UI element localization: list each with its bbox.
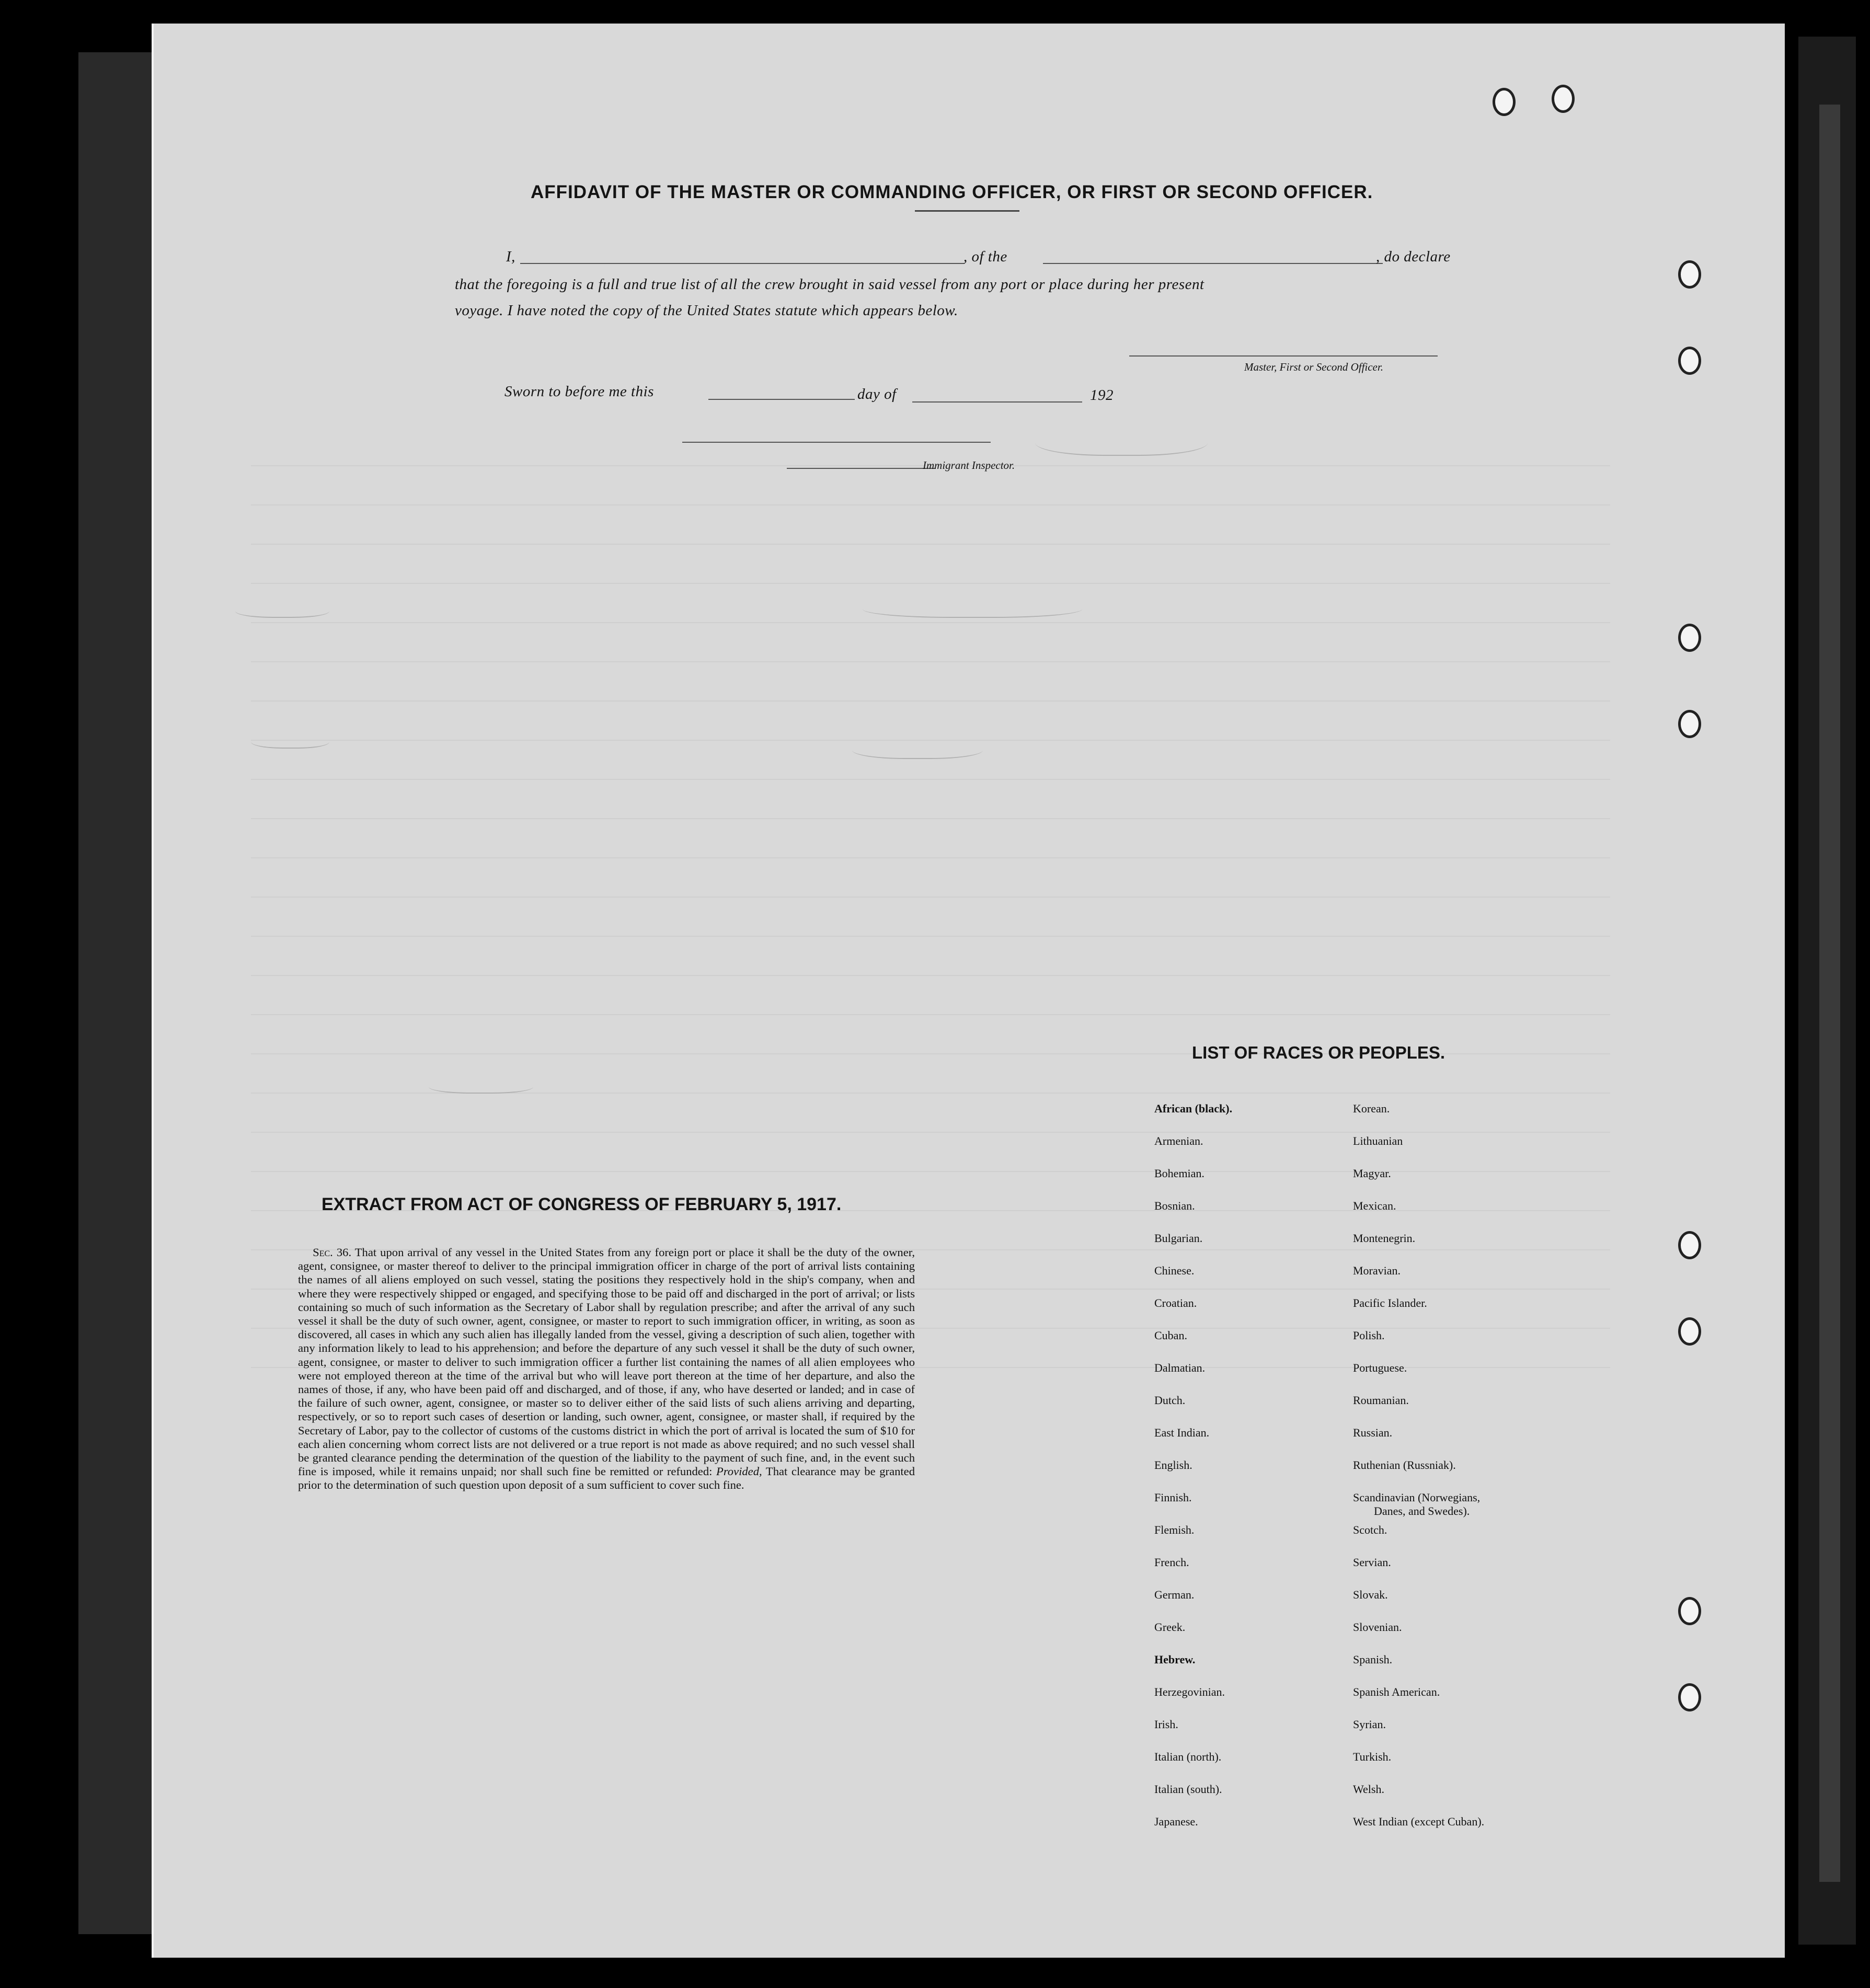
race-item: Cuban. bbox=[1154, 1329, 1187, 1342]
punch-hole-icon bbox=[1493, 88, 1516, 116]
race-item: Mexican. bbox=[1353, 1199, 1396, 1212]
signature-line[interactable] bbox=[1129, 355, 1438, 357]
punch-hole-icon bbox=[1552, 85, 1575, 113]
race-item: Finnish. bbox=[1154, 1491, 1192, 1504]
race-item: African (black). bbox=[1154, 1102, 1233, 1115]
race-item: Spanish American. bbox=[1353, 1685, 1440, 1698]
document-page bbox=[152, 24, 1785, 1958]
race-item: Pacific Islander. bbox=[1353, 1296, 1427, 1309]
section-body: That upon arrival of any vessel in the United States from any foreign port or place it shall be the duty of the owner, agent, consignee, or master thereof to deliver to the principal immigration officer in charge of the port of arrival lists containing the names of all aliens employed on such vessel, stating the positions they respectively hold in the ship's company, when and where they were respectively shipped or engaged, and specifying those to be paid off and discharged in the port of arrival; or lists containing so much of such information as the Secretary of Labor shall by regulation prescribe; and after the arrival of any such vessel it shall be the duty of such owner, agent, consignee, or master to report to such immigration officer, in writing, as soon as discovered, all cases in which any such alien has illegally landed from the vessel, giving a description of such alien, together with any information likely to lead to his apprehension; and before the departure of any such vessel it shall be the duty of such owner, agent, consignee, or master to deliver to such immigration officer a further list containing the names of all alien employees who were not employed thereon at the time of the arrival but who will leave port thereon at the time of her departure, and also the names of those, if any, who have been paid off and discharged, and of those, if any, who have deserted or landed; and in case of the failure of such owner, agent, consignee, or master so to deliver either of the said lists of such aliens arriving and departing, respectively, or so to report such cases of desertion or landing, such owner, agent, consignee, or master shall, if required by the Secretary of Labor, pay to the collector of customs of the customs district in which the port of arrival is located the sum of $10 for each alien concerning whom correct lists are not delivered or a true report is not made as above required; and no such vessel shall be granted clearance pending the determination of the question of the liability to the payment of such fine, and, in the event such fine is imposed, while it remains unpaid; nor shall such fine be remitted or refunded: bbox=[298, 1246, 915, 1478]
inspector-line[interactable] bbox=[787, 468, 936, 469]
race-item: Irish. bbox=[1154, 1718, 1178, 1731]
punch-hole-icon bbox=[1678, 624, 1701, 652]
race-item: West Indian (except Cuban). bbox=[1353, 1815, 1485, 1828]
race-item: Chinese. bbox=[1154, 1264, 1195, 1277]
race-item: Servian. bbox=[1353, 1556, 1391, 1569]
race-item: Portuguese. bbox=[1353, 1361, 1407, 1374]
race-item: Lithuanian bbox=[1353, 1134, 1403, 1147]
race-item: Croatian. bbox=[1154, 1296, 1197, 1309]
affidavit-line-3: voyage. I have noted the copy of the United States statute which appears below. bbox=[455, 302, 958, 319]
race-item: Korean. bbox=[1353, 1102, 1390, 1115]
affidavit-title: AFFIDAVIT OF THE MASTER OR COMMANDING OFFICER, OR FIRST OR SECOND OFFICER. bbox=[531, 182, 1373, 202]
race-item: Scotch. bbox=[1353, 1523, 1387, 1536]
scanner-edge-left bbox=[78, 52, 152, 1934]
affidavit-line-2: that the foregoing is a full and true list of all the crew brought in said vessel from any port or place during her present bbox=[455, 276, 1204, 293]
race-item: East Indian. bbox=[1154, 1426, 1210, 1439]
race-item: Flemish. bbox=[1154, 1523, 1195, 1536]
punch-hole-icon bbox=[1678, 1317, 1701, 1346]
master-name-blank[interactable] bbox=[520, 263, 965, 264]
sworn-month-blank[interactable] bbox=[912, 401, 1082, 403]
race-item: Bosnian. bbox=[1154, 1199, 1195, 1212]
race-item: Syrian. bbox=[1353, 1718, 1386, 1731]
race-item: Armenian. bbox=[1154, 1134, 1203, 1147]
race-item: German. bbox=[1154, 1588, 1195, 1601]
affidavit-of-the: , of the bbox=[963, 248, 1007, 265]
punch-hole-icon bbox=[1678, 1231, 1701, 1259]
race-item: Herzegovinian. bbox=[1154, 1685, 1225, 1698]
race-item: Slovenian. bbox=[1353, 1621, 1402, 1634]
race-item: English. bbox=[1154, 1458, 1192, 1472]
race-item: Hebrew. bbox=[1154, 1653, 1196, 1666]
race-item: Dalmatian. bbox=[1154, 1361, 1206, 1374]
punch-hole-icon bbox=[1678, 1683, 1701, 1711]
race-item: Italian (south). bbox=[1154, 1783, 1222, 1796]
sworn-day-of: day of bbox=[857, 386, 897, 403]
proviso-text: That clearance may be granted prior to the determination of such question upon deposit of a sum sufficient to cover such fine. bbox=[298, 1465, 915, 1492]
race-item: Slovak. bbox=[1353, 1588, 1388, 1601]
race-item: Montenegrin. bbox=[1353, 1232, 1416, 1245]
race-item: Greek. bbox=[1154, 1621, 1186, 1634]
race-item-continued: Danes, and Swedes). bbox=[1374, 1504, 1470, 1518]
punch-hole-icon bbox=[1678, 260, 1701, 289]
race-item: Scandinavian (Norwegians, bbox=[1353, 1491, 1481, 1504]
race-item: Polish. bbox=[1353, 1329, 1385, 1342]
sworn-day-blank[interactable] bbox=[708, 399, 855, 400]
punch-hole-icon bbox=[1678, 1597, 1701, 1625]
section-label: Sec. 36. bbox=[313, 1246, 352, 1259]
race-item: Turkish. bbox=[1353, 1750, 1392, 1763]
race-item: Dutch. bbox=[1154, 1394, 1186, 1407]
inspector-label: Immigrant Inspector. bbox=[923, 459, 1015, 472]
race-item: Italian (north). bbox=[1154, 1750, 1222, 1763]
race-item: Ruthenian (Russniak). bbox=[1353, 1458, 1456, 1472]
race-item: Bulgarian. bbox=[1154, 1232, 1203, 1245]
scanner-edge-right-inner bbox=[1819, 105, 1840, 1882]
affidavit-i: I, bbox=[506, 248, 515, 265]
race-item: Moravian. bbox=[1353, 1264, 1401, 1277]
vessel-name-blank[interactable] bbox=[1043, 263, 1383, 264]
signature-label: Master, First or Second Officer. bbox=[1244, 361, 1383, 373]
race-item: Bohemian. bbox=[1154, 1167, 1204, 1180]
inspector-line-upper[interactable] bbox=[682, 442, 991, 443]
sworn-text: Sworn to before me this bbox=[504, 383, 654, 400]
sworn-year: 192 bbox=[1090, 387, 1114, 404]
punch-hole-icon bbox=[1678, 710, 1701, 738]
race-item: Magyar. bbox=[1353, 1167, 1391, 1180]
affidavit-declare: , do declare bbox=[1376, 248, 1451, 265]
races-title: LIST OF RACES OR PEOPLES. bbox=[1192, 1043, 1445, 1062]
race-item: Spanish. bbox=[1353, 1653, 1393, 1666]
race-item: Welsh. bbox=[1353, 1783, 1384, 1796]
race-item: Japanese. bbox=[1154, 1815, 1198, 1828]
title-underline bbox=[915, 210, 1019, 212]
punch-hole-icon bbox=[1678, 347, 1701, 375]
race-item: Russian. bbox=[1353, 1426, 1393, 1439]
section-36-text bbox=[298, 1246, 915, 1492]
extract-title: EXTRACT FROM ACT OF CONGRESS OF FEBRUARY 5, 1917. bbox=[322, 1194, 842, 1214]
proviso-label: Provided, bbox=[716, 1465, 762, 1478]
race-item: French. bbox=[1154, 1556, 1189, 1569]
race-item: Roumanian. bbox=[1353, 1394, 1409, 1407]
